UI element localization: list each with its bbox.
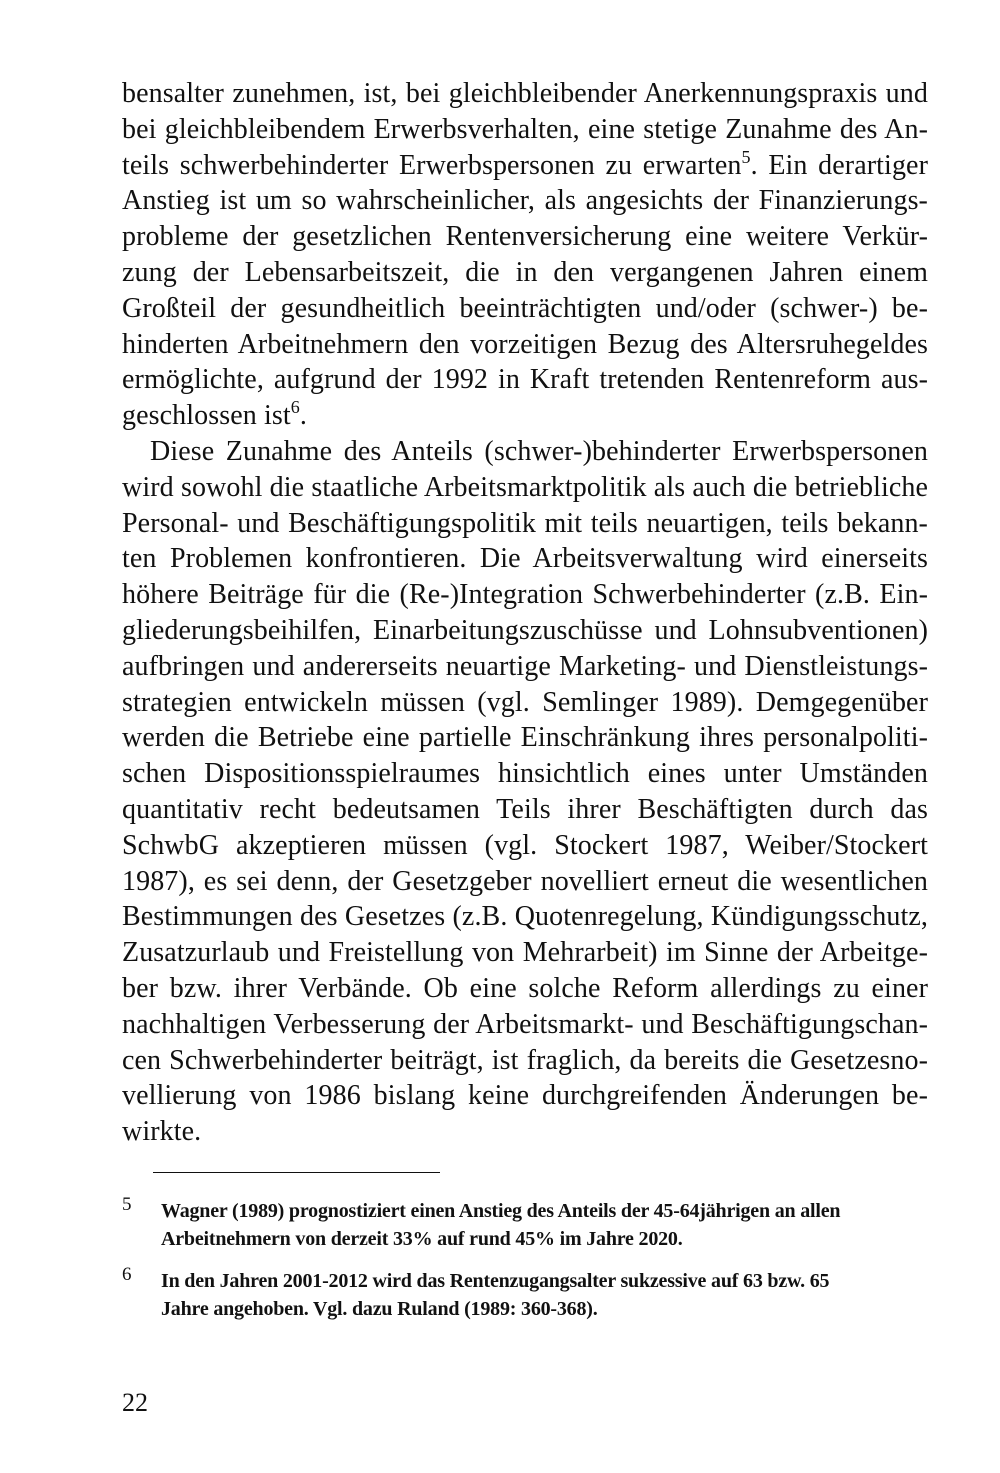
text-line: ten Problemen konfrontieren. Die Arbeitsverwaltung wird einerseits [122, 543, 928, 575]
text-line: 1987), es sei denn, der Gesetzgeber novelliert erneut die wesentlichen [122, 865, 928, 897]
text-line: nachhaltigen Verbesserung der Arbeitsmarkt- und Beschäftigungschan- [122, 1008, 928, 1040]
text-line: strategien entwickeln müssen (vgl. Semlinger 1989). Demgegenüber [122, 686, 928, 718]
text-line: bei gleichbleibendem Erwerbsverhalten, eine stetige Zunahme des An- [122, 113, 928, 145]
footnote-line: Wagner (1989) prognostiziert einen Anstieg des Anteils der 45-64jährigen an allen [161, 1200, 841, 1222]
text-line-with-footnote-ref [122, 148, 928, 184]
text-line: werden die Betriebe eine partielle Einschränkung ihres personalpoliti- [122, 722, 928, 754]
text-line: cen Schwerbehinderter beiträgt, ist fraglich, da bereits die Gesetzesno- [122, 1044, 928, 1076]
text-line: wirkte. [122, 1116, 202, 1148]
footnote-divider [153, 1172, 440, 1173]
footnote-number: 6 [122, 1264, 132, 1285]
text-line: probleme der gesetzlichen Rentenversicherung eine weitere Verkür- [122, 221, 928, 253]
text-line: ber bzw. ihrer Verbände. Ob eine solche Reform allerdings zu einer [122, 972, 928, 1004]
footnote-line: In den Jahren 2001-2012 wird das Rentenzugangsalter sukzessive auf 63 bzw. 65 [161, 1270, 830, 1292]
footnote-number: 5 [122, 1194, 132, 1215]
footnote-line: Arbeitnehmern von derzeit 33% auf rund 45% im Jahre 2020. [161, 1228, 683, 1250]
text-line: gliederungsbeihilfen, Einarbeitungszuschüsse und Lohnsubventionen) [122, 614, 928, 646]
footnote-ref-6[interactable]: 6 [290, 397, 300, 418]
footnote-line: Jahre angehoben. Vgl. dazu Ruland (1989: 360-368). [161, 1298, 598, 1320]
text-line: SchwbG akzeptieren müssen (vgl. Stockert 1987, Weiber/Stockert [122, 829, 928, 861]
text-line: zung der Lebensarbeitszeit, die in den vergangenen Jahren einem [122, 256, 928, 288]
footnote-6 [122, 1264, 928, 1323]
footnote-text [161, 1197, 928, 1253]
text-line: Bestimmungen des Gesetzes (z.B. Quotenregelung, Kündigungsschutz, [122, 901, 928, 933]
text-line-with-footnote-ref [122, 398, 928, 434]
text-line: ermöglichte, aufgrund der 1992 in Kraft tretenden Rentenreform aus- [122, 364, 928, 396]
page-number: 22 [122, 1388, 148, 1417]
text-line: höhere Beiträge für die (Re-)Integration Schwerbehinderter (z.B. Ein- [122, 579, 928, 611]
text-line: Zusatzurlaub und Freistellung von Mehrarbeit) im Sinne der Arbeitge- [122, 937, 928, 969]
footnote-text [161, 1267, 928, 1323]
body-text [122, 76, 928, 1150]
text-line: aufbringen und andererseits neuartige Marketing- und Dienstleistungs- [122, 650, 928, 682]
text-segment: . [299, 400, 307, 432]
paragraph-1 [122, 76, 928, 434]
text-line: vellierung von 1986 bislang keine durchgreifenden Änderungen be- [122, 1080, 928, 1112]
text-line: Personal- und Beschäftigungspolitik mit teils neuartigen, teils bekann- [122, 507, 928, 539]
text-line: quantitativ recht bedeutsamen Teils ihrer Beschäftigten durch das [122, 793, 928, 825]
text-segment: . Ein derartiger [750, 149, 928, 181]
footnotes [122, 1194, 928, 1337]
text-line: Diese Zunahme des Anteils (schwer-)behinderter Erwerbspersonen [150, 435, 928, 467]
text-segment: teils schwerbehinderter Erwerbspersonen zu erwarten [122, 149, 742, 181]
text-line: Anstieg ist um so wahrscheinlicher, als angesichts der Finanzierungs- [122, 185, 928, 217]
text-line: Großteil der gesundheitlich beeinträchtigten und/oder (schwer-) be- [122, 292, 928, 324]
text-line: wird sowohl die staatliche Arbeitsmarktpolitik als auch die betriebliche [122, 471, 928, 503]
text-line: schen Dispositionsspielraumes hinsichtlich eines unter Umständen [122, 758, 928, 790]
text-line: hinderten Arbeitnehmern den vorzeitigen Bezug des Altersruhegeldes [122, 328, 928, 360]
footnote-5 [122, 1194, 928, 1253]
text-segment: geschlossen ist [122, 400, 291, 432]
paragraph-2 [122, 434, 928, 1150]
footnote-ref-5[interactable]: 5 [741, 146, 751, 167]
text-line: bensalter zunehmen, ist, bei gleichbleibender Anerkennungspraxis und [122, 78, 928, 109]
